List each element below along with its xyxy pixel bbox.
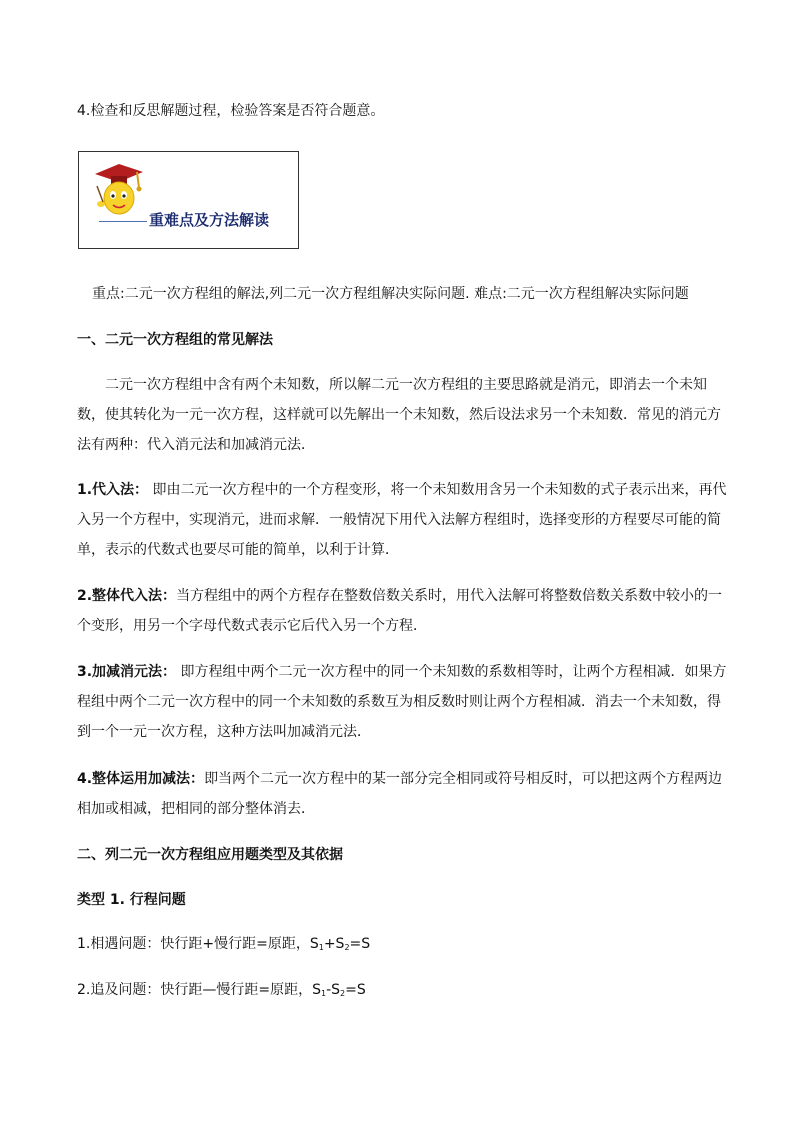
method-4-text: 即当两个二元一次方程中的某一部分完全相同或符号相反时，可以把这两个方程两边相加或相减，把相同的部分整体消去． [77, 771, 723, 817]
meet-sub-2: 2 [344, 943, 350, 952]
graduate-mascot-icon [89, 158, 149, 220]
method-4-paragraph [77, 764, 731, 824]
method-1-paragraph [77, 475, 731, 565]
method-3-paragraph [77, 657, 731, 747]
focus-difficulty-line: 重点:二元一次方程组的解法,列二元一次方程组解决实际问题. 难点:二元一次方程组解决实际问题 [92, 286, 689, 302]
key-points-banner [78, 151, 299, 249]
method-2-paragraph [77, 581, 731, 641]
meet-eq: =S [349, 936, 371, 952]
banner-title: 重难点及方法解读 [149, 211, 270, 229]
method-3-label: 3.加减消元法： [77, 664, 177, 680]
meet-problem-line [77, 929, 727, 959]
method-1-label: 1.代入法： [77, 482, 149, 498]
section-2-heading: 二、列二元一次方程组应用题类型及其依据 [77, 847, 343, 863]
chase-problem-line [77, 975, 727, 1005]
intro-paragraph: 二元一次方程组中含有两个未知数，所以解二元一次方程组的主要思路就是消元，即消去一个未知数，使其转化为一元一次方程，这样就可以先解出一个未知数，然后设法求另一个未知数．常见的消元方法有两种：代入消元法和加减消元法． [77, 377, 721, 453]
meet-sub-1: 1 [318, 943, 324, 952]
chase-minus: -S [326, 982, 341, 998]
type-1-heading: 类型 1. 行程问题 [77, 892, 186, 908]
section-1-heading: 一、二元一次方程组的常见解法 [77, 332, 273, 348]
meet-text: 1.相遇问题：快行距+慢行距=原距，S [77, 936, 319, 952]
meet-plus: +S [323, 936, 345, 952]
chase-eq: =S [345, 982, 366, 998]
step-4-text: 4.检查和反思解题过程，检验答案是否符合题意。 [77, 103, 385, 119]
method-3-text: 即方程组中两个二元一次方程中的同一个未知数的系数相等时，让两个方程相减．如果方程组中两个二元一次方程中的同一个未知数的系数互为相反数时则让两个方程相减．消去一个未知数，得到一个一元一次方程，这种方法叫加减消元法． [77, 664, 727, 740]
chase-sub-1: 1 [320, 989, 327, 998]
method-1-text: 即由二元一次方程中的一个方程变形，将一个未知数用含另一个未知数的式子表示出来，再代入另一个方程中，实现消元，进而求解．一般情况下用代入法解方程组时，选择变形的方程要尽可能的简单，表示的代数式也要尽可能的简单，以利于计算． [77, 482, 727, 558]
method-2-text: 当方程组中的两个方程存在整数倍数关系时，用代入法解可将整数倍数关系数中较小的一个变形，用另一个字母代数式表示它后代入另一个方程． [77, 588, 723, 634]
method-2-label: 2.整体代入法： [77, 588, 177, 604]
chase-sub-2: 2 [340, 989, 346, 998]
method-4-label: 4.整体运用加减法： [77, 771, 205, 787]
banner-underline [99, 221, 147, 222]
chase-text: 2.追及问题：快行距—慢行距=原距，S [77, 982, 321, 998]
